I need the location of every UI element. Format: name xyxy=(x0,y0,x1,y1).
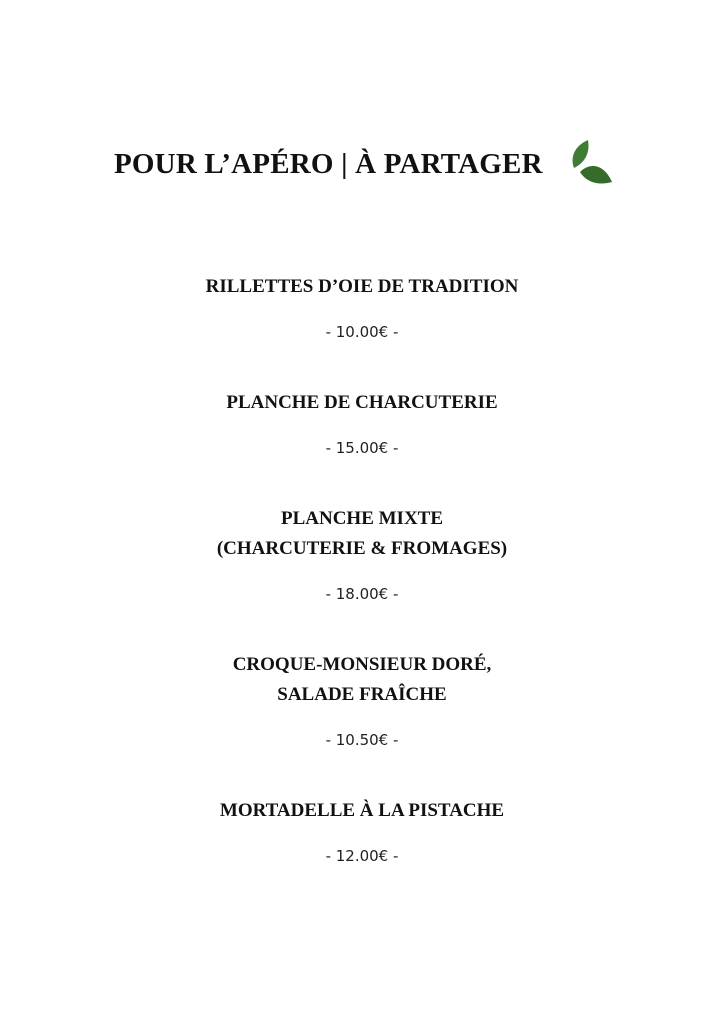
menu-item xyxy=(0,272,724,342)
item-name-line: CROQUE-MONSIEUR DORÉ, xyxy=(232,654,492,675)
title-row xyxy=(0,134,724,198)
menu-item xyxy=(0,388,724,458)
menu-item xyxy=(0,504,724,604)
item-price: - 15.00€ - xyxy=(325,439,399,457)
item-name xyxy=(0,650,724,710)
leaf-upper xyxy=(573,140,589,168)
menu-item xyxy=(0,650,724,750)
item-name-line: RILLETTES D’OIE DE TRADITION xyxy=(205,276,519,297)
item-price: - 12.00€ - xyxy=(325,847,399,865)
item-price: - 10.00€ - xyxy=(325,323,399,341)
leaf-icon xyxy=(568,138,614,192)
item-name-line: (CHARCUTERIE & FROMAGES) xyxy=(216,538,508,559)
item-name xyxy=(0,388,724,418)
item-name-line: PLANCHE MIXTE xyxy=(280,508,444,529)
menu-list xyxy=(0,272,724,866)
item-name-line: SALADE FRAÎCHE xyxy=(277,684,447,705)
menu-item xyxy=(0,796,724,866)
item-name xyxy=(0,796,724,826)
item-price: - 18.00€ - xyxy=(325,585,399,603)
item-name-line: MORTADELLE À LA PISTACHE xyxy=(219,800,505,821)
leaf-lower xyxy=(580,166,612,184)
item-name xyxy=(0,504,724,564)
item-name xyxy=(0,272,724,302)
item-name-line: PLANCHE DE CHARCUTERIE xyxy=(226,392,498,413)
page-title: POUR L’APÉRO | À PARTAGER xyxy=(114,148,543,180)
item-price: - 10.50€ - xyxy=(325,731,399,749)
